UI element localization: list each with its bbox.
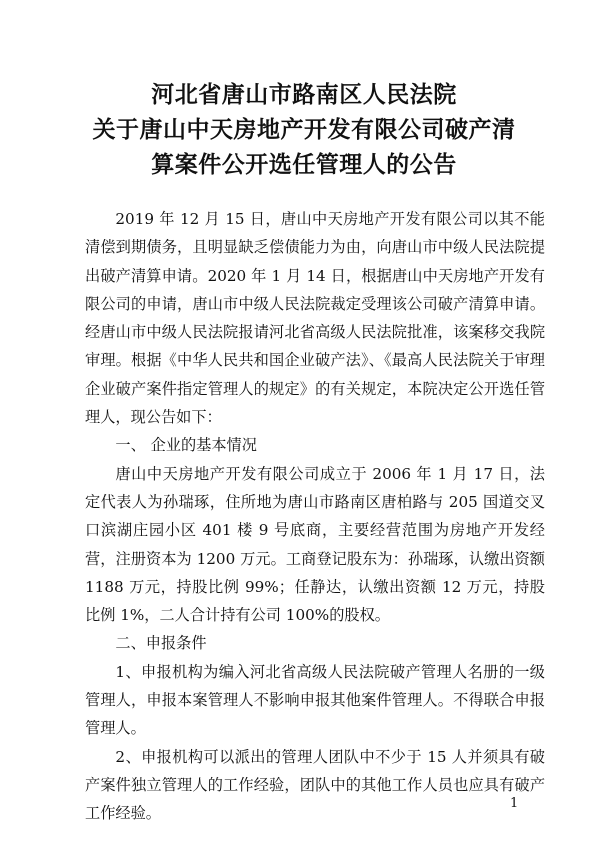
announcement-body [85,205,545,828]
section-heading-conditions: 二、申报条件 [115,634,207,653]
paragraph-condition-1: 1、申报机构为编入河北省高级人民法院破产管理人名册的一级管理人，申报本案管理人不影响申报其他案件管理人。不得联合申报管理人。 [85,662,545,738]
paragraph-condition-2: 2、申报机构可以派出的管理人团队中不少于 15 人并须具有破产案件独立管理人的工作经验，团队中的其他工作人员也应具有破产工作经验。 [85,747,545,823]
title-line-3: 算案件公开选任管理人的公告 [151,152,457,178]
title-line-2: 关于唐山中天房地产开发有限公司破产清 [92,117,516,143]
title-line-1: 河北省唐山市路南区人民法院 [151,82,457,108]
section-heading-company-info: 一、 企业的基本情况 [115,436,257,455]
paragraph-company-info: 唐山中天房地产开发有限公司成立于 2006 年 1 月 17 日，法定代表人为孙瑞琢，住所地为唐山市路南区唐柏路与 205 国道交叉口滨湖庄园小区 401 楼 9 号底商，主要经营范围为房地产开发经营，注册资本为 1200 万元。工商登记股东为：孙瑞琢，认缴出资额 1188 万元，持股比例 99%；任静达，认缴出资额 12 万元，持股比例 1%，二人合计持有公司 100%的股权。 [85,464,545,625]
paragraph-intro: 2019 年 12 月 15 日，唐山中天房地产开发有限公司以其不能清偿到期债务，且明显缺乏偿债能力为由，向唐山市中级人民法院提出破产清算申请。2020 年 1 月 14 日，根据唐山中天房地产开发有限公司的申请，唐山市中级人民法院裁定受理该公司破产清算申请。经唐山市中级人民法院报请河北省高级人民法院批准，该案移交我院审理。根据《中华人民共和国企业破产法》、《最高人民法院关于审理企业破产案件指定管理人的规定》的有关规定，本院决定公开选任管理人，现公告如下： [85,210,545,427]
page-number: 1 [510,796,519,811]
